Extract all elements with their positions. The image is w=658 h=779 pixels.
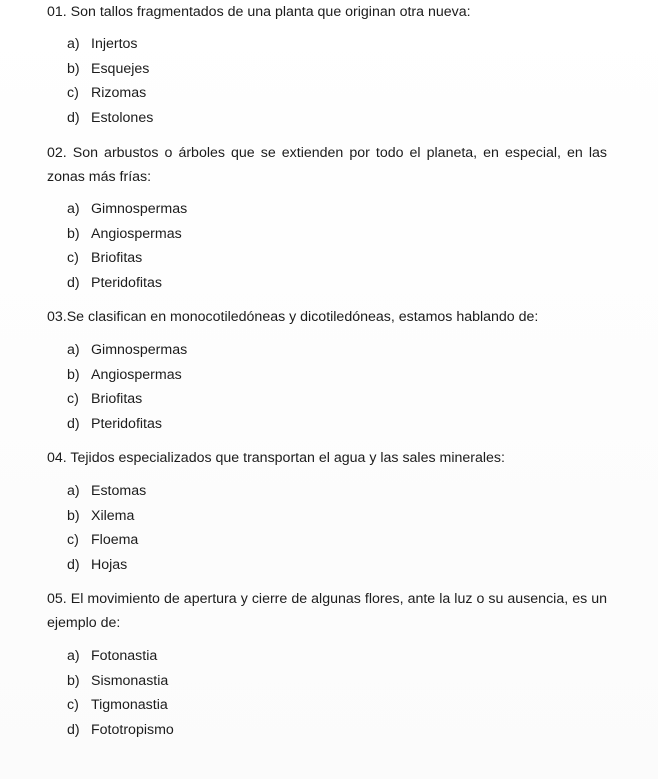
question-3-options — [67, 338, 367, 436]
question-5-text: 05. El movimiento de apertura y cierre de algunas flores, ante la luz o su ausencia, es un ejemplo de: — [47, 591, 607, 631]
question-5-option-c — [67, 693, 367, 718]
option-letter: a) — [67, 36, 80, 52]
option-label: Hojas — [91, 556, 128, 573]
question-2-option-b — [67, 222, 367, 247]
option-letter: b) — [67, 366, 80, 383]
question-3-option-d — [67, 412, 367, 437]
question-3-text: 03.Se clasifican en monocotiledóneas y dicotiledóneas, estamos hablando de: — [47, 309, 539, 325]
question-2-option-a — [67, 197, 367, 222]
option-label: Xilema — [91, 507, 135, 524]
question-4-option-a — [67, 479, 367, 504]
question-1-text: 01. Son tallos fragmentados de una planta que originan otra nueva: — [47, 4, 471, 20]
option-label: Sismonastia — [91, 672, 169, 689]
question-1 — [47, 0, 607, 24]
option-letter: a) — [67, 483, 80, 499]
option-label: Gimnospermas — [91, 201, 188, 217]
question-5-option-b — [67, 669, 367, 694]
question-4-text: 04. Tejidos especializados que transportan el agua y las sales minerales: — [47, 450, 505, 466]
question-3 — [47, 305, 607, 329]
option-letter: c) — [67, 697, 79, 713]
option-letter: b) — [67, 672, 80, 689]
option-label: Pteridofitas — [91, 274, 162, 291]
question-5-option-a — [67, 644, 367, 669]
option-letter: c) — [67, 532, 79, 548]
question-4-option-b — [67, 504, 367, 529]
option-label: Tigmonastia — [91, 697, 168, 713]
question-5-options — [67, 644, 367, 742]
option-letter: b) — [67, 507, 80, 524]
question-3-option-c — [67, 387, 367, 412]
option-letter: a) — [67, 342, 80, 358]
question-4-option-d — [67, 553, 367, 578]
option-label: Briofitas — [91, 250, 143, 266]
option-letter: b) — [67, 225, 80, 242]
option-label: Estolones — [91, 109, 154, 126]
question-1-options — [67, 32, 367, 130]
option-letter: d) — [67, 721, 80, 738]
option-letter: a) — [67, 648, 80, 664]
question-4-option-c — [67, 528, 367, 553]
option-letter: c) — [67, 250, 79, 266]
option-label: Rizomas — [91, 85, 147, 101]
option-letter: d) — [67, 274, 80, 291]
question-4 — [47, 446, 607, 470]
option-letter: a) — [67, 201, 80, 217]
option-label: Injertos — [91, 36, 138, 52]
question-1-option-a — [67, 32, 367, 57]
question-5-option-d — [67, 718, 367, 743]
question-3-option-b — [67, 363, 367, 388]
question-5 — [47, 587, 607, 635]
option-label: Esquejes — [91, 60, 150, 77]
option-letter: c) — [67, 85, 79, 101]
option-label: Floema — [91, 532, 139, 548]
option-label: Angiospermas — [91, 225, 182, 242]
question-1-option-d — [67, 106, 367, 131]
option-letter: c) — [67, 391, 79, 407]
option-letter: d) — [67, 109, 80, 126]
question-2 — [47, 141, 607, 189]
option-label: Fotonastia — [91, 648, 158, 664]
option-label: Pteridofitas — [91, 415, 162, 432]
question-2-text: 02. Son arbustos o árboles que se extienden por todo el planeta, en especial, en las zonas más frías: — [47, 145, 607, 185]
question-3-option-a — [67, 338, 367, 363]
option-label: Gimnospermas — [91, 342, 188, 358]
question-4-options — [67, 479, 367, 577]
option-label: Angiospermas — [91, 366, 182, 383]
option-label: Briofitas — [91, 391, 143, 407]
option-label: Estomas — [91, 483, 147, 499]
option-letter: d) — [67, 415, 80, 432]
question-2-option-d — [67, 271, 367, 296]
option-letter: d) — [67, 556, 80, 573]
option-label: Fototropismo — [91, 721, 174, 738]
option-letter: b) — [67, 60, 80, 77]
question-2-option-c — [67, 246, 367, 271]
question-1-option-c — [67, 81, 367, 106]
question-2-options — [67, 197, 367, 295]
question-1-option-b — [67, 57, 367, 82]
